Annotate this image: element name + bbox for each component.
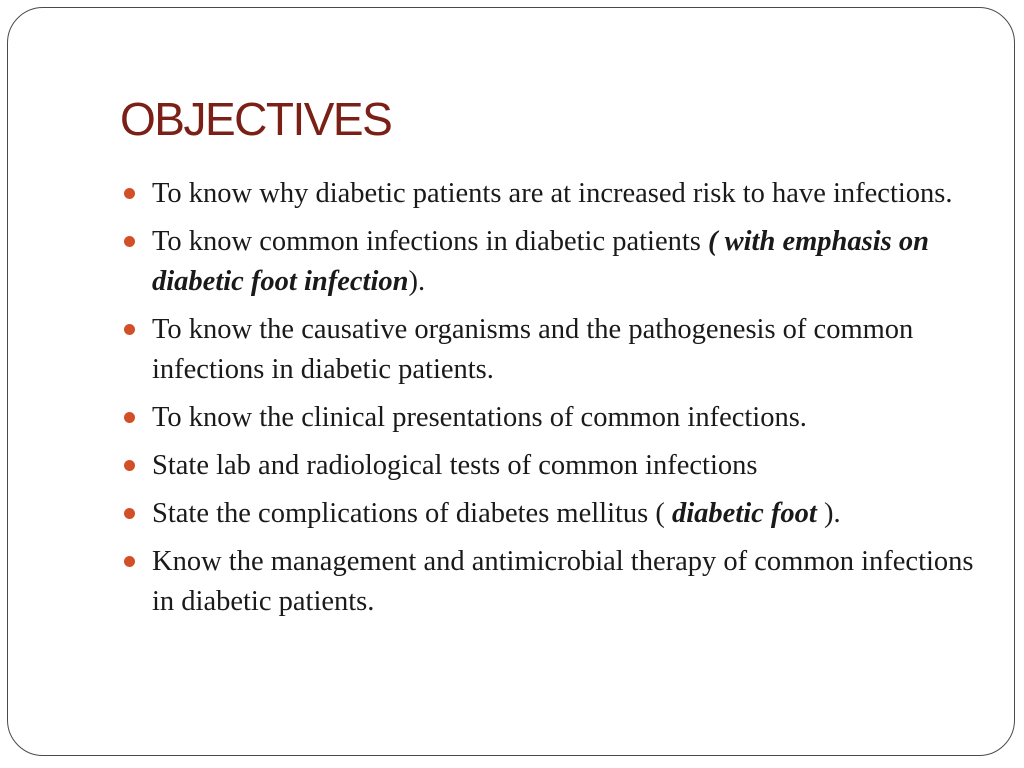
bullet-emphasis-text: diabetic foot bbox=[672, 498, 817, 529]
bullet-dot-icon bbox=[124, 556, 135, 567]
slide-frame bbox=[7, 7, 1015, 756]
bullet-item bbox=[120, 398, 990, 438]
bullet-text: To know why diabetic patients are at increased risk to have infections. bbox=[152, 178, 953, 209]
bullet-dot-icon bbox=[124, 236, 135, 247]
bullet-text: ). bbox=[408, 266, 426, 297]
bullet-text: Know the management and antimicrobial therapy of common infections in diabetic patients. bbox=[152, 546, 974, 617]
bullet-item bbox=[120, 174, 990, 214]
bullet-dot-icon bbox=[124, 508, 135, 519]
bullet-item bbox=[120, 222, 990, 302]
bullet-text: To know the causative organisms and the pathogenesis of common infections in diabetic patients. bbox=[152, 314, 914, 385]
bullet-dot-icon bbox=[124, 460, 135, 471]
bullet-text: ). bbox=[816, 498, 841, 529]
bullet-item bbox=[120, 542, 990, 622]
slide-title: OBJECTIVES bbox=[120, 93, 392, 145]
bullet-item bbox=[120, 446, 990, 486]
bullet-emphasis-text: ( with emphasis on diabetic foot infection bbox=[152, 226, 929, 297]
bullet-text: State the complications of diabetes mellitus ( bbox=[152, 498, 672, 529]
bullet-text: To know the clinical presentations of common infections. bbox=[152, 402, 807, 433]
bullet-dot-icon bbox=[124, 324, 135, 335]
bullet-text: State lab and radiological tests of common infections bbox=[152, 450, 758, 481]
bullet-item bbox=[120, 494, 990, 534]
bullet-item bbox=[120, 310, 990, 390]
bullet-dot-icon bbox=[124, 412, 135, 423]
objectives-list bbox=[120, 174, 990, 630]
bullet-dot-icon bbox=[124, 188, 135, 199]
bullet-text: To know common infections in diabetic patients bbox=[152, 226, 709, 257]
